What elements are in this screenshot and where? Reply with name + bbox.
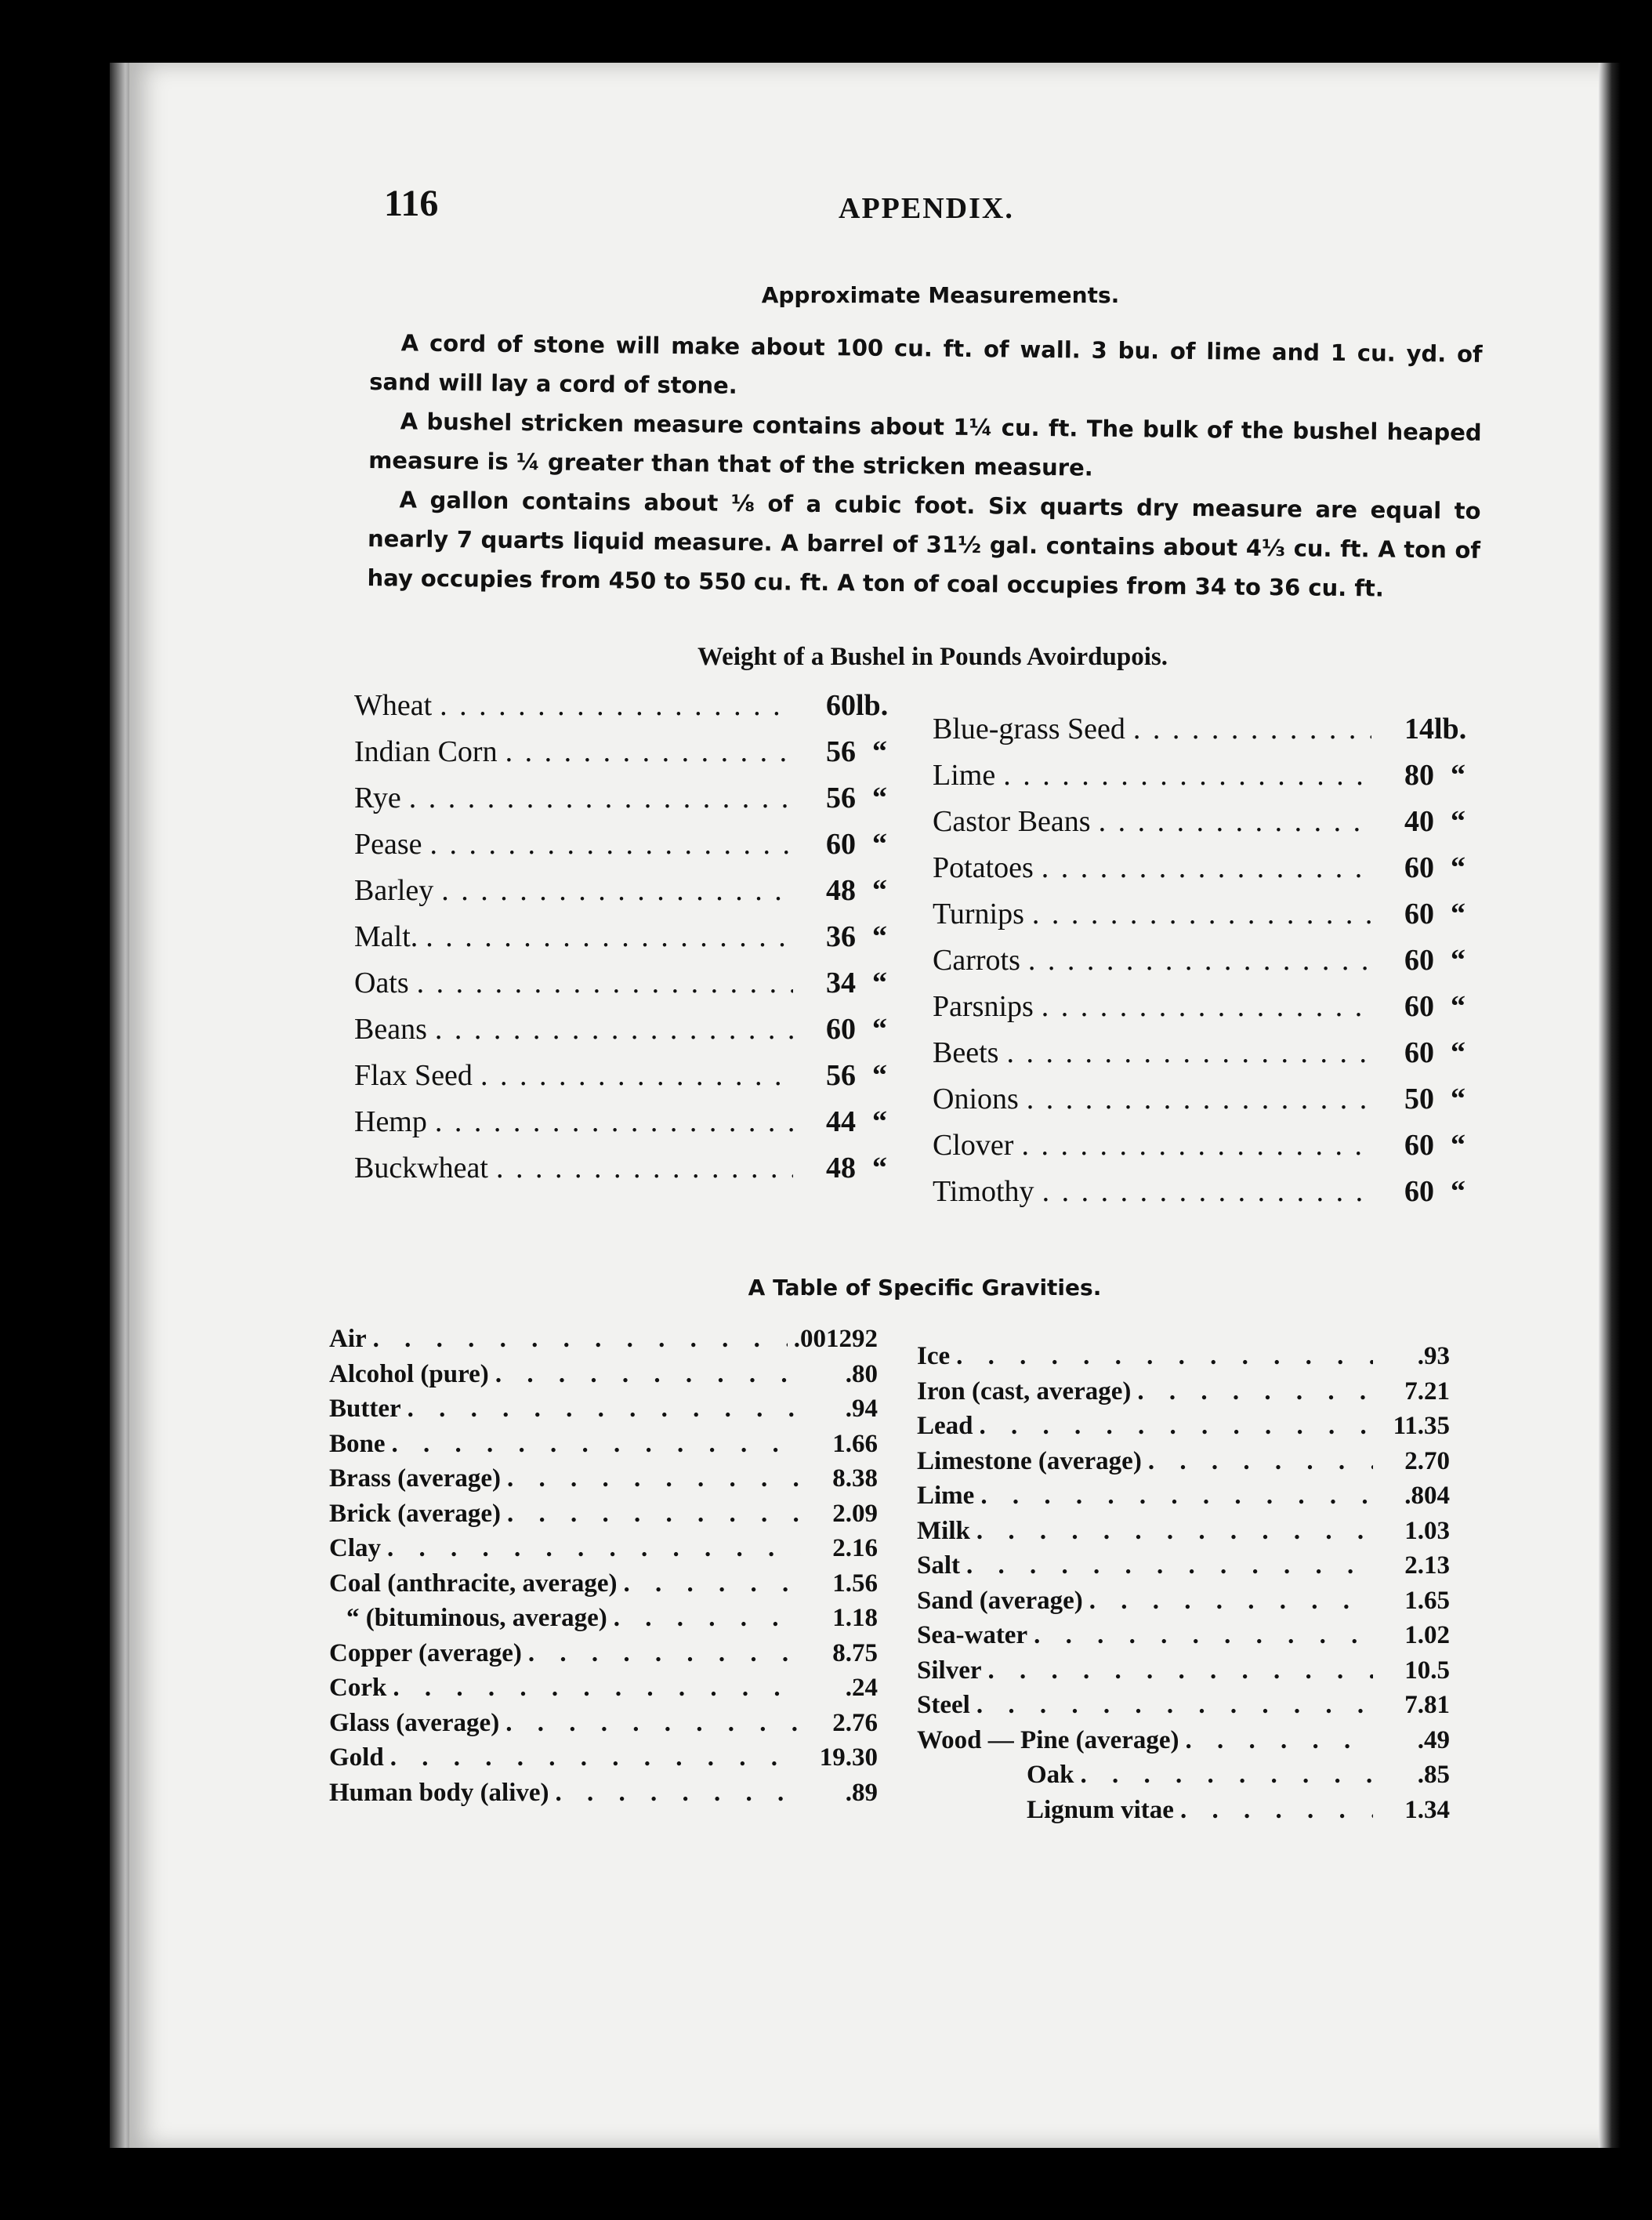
dot-leader xyxy=(623,1569,801,1598)
dot-leader xyxy=(1027,1082,1371,1116)
item-name: Butter xyxy=(329,1395,401,1423)
item-name: Sea-water xyxy=(917,1621,1028,1649)
item-name: Indian Corn xyxy=(354,735,498,768)
item-unit: “ xyxy=(1451,851,1465,884)
item-value: 60 xyxy=(1404,990,1434,1023)
item-name: Wood — Pine (average) xyxy=(917,1725,1179,1754)
item-name: Copper (average) xyxy=(329,1638,522,1667)
item-value: .85 xyxy=(1417,1761,1450,1789)
page-right-edge xyxy=(1599,63,1621,2148)
table-row xyxy=(329,1674,878,1709)
item-name: Coal (anthracite, average) xyxy=(329,1569,618,1598)
table-row xyxy=(933,1128,1465,1174)
table-row xyxy=(933,758,1465,804)
dot-leader xyxy=(393,1674,801,1703)
item-unit: “ xyxy=(1451,759,1465,792)
item-value: 11.35 xyxy=(1393,1412,1450,1440)
item-value: 10.5 xyxy=(1404,1656,1450,1685)
dot-leader xyxy=(417,966,793,1000)
item-value: 60 xyxy=(826,828,856,861)
item-value: 40 xyxy=(1404,805,1434,838)
item-value: .24 xyxy=(845,1674,878,1702)
dot-leader xyxy=(496,1151,793,1185)
table-row xyxy=(917,1796,1450,1831)
table-row xyxy=(933,989,1465,1036)
table-row xyxy=(329,1395,878,1430)
item-value: 1.02 xyxy=(1404,1621,1450,1649)
item-name: Onions xyxy=(933,1083,1019,1115)
table-row xyxy=(933,897,1465,943)
item-value: 2.13 xyxy=(1404,1551,1450,1580)
item-value: 56 xyxy=(826,782,856,814)
item-value: 80 xyxy=(1404,759,1434,792)
item-value: 1.34 xyxy=(1404,1795,1450,1824)
paragraph: A gallon contains about ⅛ of a cubic foot. Six quarts dry measure are equal to nearly 7 quarts liquid measure. A barrel of 31½ gal. contains about 4⅓ cu. ft. A ton of hay occupies from 450 to 550 cu. ft. A ton of coal occupies from 34 to 36 cu. ft. xyxy=(367,486,1481,602)
dot-leader xyxy=(1006,1036,1371,1070)
item-value: 1.56 xyxy=(832,1569,878,1598)
item-name: Malt. xyxy=(354,920,418,953)
table-row xyxy=(933,851,1465,897)
specific-gravities-title: A Table of Specific Gravities. xyxy=(748,1275,1102,1300)
table-row xyxy=(933,712,1465,758)
dot-leader xyxy=(1099,804,1371,839)
table-row xyxy=(354,1151,887,1197)
item-value: 2.09 xyxy=(832,1499,878,1528)
item-value: 48 xyxy=(826,874,856,907)
item-unit: “ xyxy=(1451,990,1465,1023)
item-value: 60 xyxy=(1404,898,1434,930)
dot-leader xyxy=(495,1360,801,1389)
item-value: 36 xyxy=(826,920,856,953)
dot-leader xyxy=(390,1743,801,1772)
item-value: 2.76 xyxy=(832,1708,878,1737)
item-name: Lime xyxy=(917,1482,975,1510)
dot-leader xyxy=(1081,1761,1373,1790)
item-unit: “ xyxy=(1451,898,1465,930)
table-row xyxy=(329,1464,878,1500)
item-value: 1.65 xyxy=(1404,1586,1450,1615)
measurements-title: Approximate Measurements. xyxy=(761,282,1120,308)
table-row xyxy=(354,688,887,735)
table-row xyxy=(354,1012,887,1058)
table-row xyxy=(917,1656,1450,1692)
item-name: Timothy xyxy=(933,1175,1034,1208)
item-name: Bone xyxy=(329,1429,386,1458)
table-row xyxy=(354,966,887,1012)
dot-leader xyxy=(1042,1174,1371,1209)
item-value: .49 xyxy=(1417,1725,1450,1754)
item-name: Lead xyxy=(917,1412,973,1440)
item-unit: “ xyxy=(872,1059,887,1092)
gravities-left-column xyxy=(329,1325,878,1813)
table-row xyxy=(917,1377,1450,1413)
dot-leader xyxy=(1180,1796,1373,1825)
item-name: Flax Seed xyxy=(354,1059,473,1092)
item-value: 60 xyxy=(1404,1036,1434,1069)
item-name: Parsnips xyxy=(933,990,1034,1023)
paragraph: A cord of stone will make about 100 cu. ft. of wall. 3 bu. of lime and 1 cu. yd. of sand will lay a cord of stone. xyxy=(369,329,1483,399)
item-name: Salt xyxy=(917,1551,961,1580)
item-value: 60 xyxy=(1404,1175,1434,1208)
item-name: Castor Beans xyxy=(933,805,1091,838)
item-value: 2.16 xyxy=(832,1534,878,1562)
item-value: 7.81 xyxy=(1404,1691,1450,1719)
item-name: Glass (average) xyxy=(329,1708,500,1737)
item-name: Rye xyxy=(354,782,401,814)
item-value: 8.38 xyxy=(832,1464,878,1493)
table-row xyxy=(329,1500,878,1535)
item-name: Steel xyxy=(917,1691,970,1719)
item-name: Blue-grass Seed xyxy=(933,713,1125,745)
item-unit: lb. xyxy=(856,689,889,722)
running-head: APPENDIX. xyxy=(839,192,1014,225)
item-unit: “ xyxy=(1451,1175,1465,1208)
table-row xyxy=(329,1325,878,1360)
table-row xyxy=(917,1482,1450,1517)
dot-leader xyxy=(1003,758,1371,793)
item-name: Potatoes xyxy=(933,851,1034,884)
bushel-weights-left-column xyxy=(354,688,887,1197)
dot-leader xyxy=(1137,1377,1373,1406)
table-row xyxy=(354,781,887,827)
dot-leader xyxy=(441,873,793,908)
table-row xyxy=(933,1174,1465,1221)
item-value: 7.21 xyxy=(1404,1377,1450,1406)
dot-leader xyxy=(430,827,793,862)
dot-leader xyxy=(1133,712,1371,746)
item-unit: “ xyxy=(1451,1129,1465,1162)
page-number: 116 xyxy=(384,183,439,224)
table-row xyxy=(329,1430,878,1465)
item-unit: “ xyxy=(872,735,887,768)
dot-leader xyxy=(976,1517,1373,1546)
dot-leader xyxy=(1032,897,1371,931)
item-name: Air xyxy=(329,1325,367,1353)
table-row xyxy=(917,1551,1450,1587)
item-unit: “ xyxy=(872,920,887,953)
item-name: Silver xyxy=(917,1656,982,1685)
table-row xyxy=(917,1761,1450,1796)
item-value: .93 xyxy=(1417,1342,1450,1370)
item-name: Gold xyxy=(329,1743,384,1772)
dot-leader xyxy=(1028,943,1371,978)
table-row xyxy=(329,1360,878,1395)
item-value: 60 xyxy=(826,1013,856,1046)
item-unit: “ xyxy=(872,874,887,907)
table-row xyxy=(917,1342,1450,1377)
item-value: 1.18 xyxy=(832,1604,878,1632)
item-value: 60 xyxy=(1404,851,1434,884)
item-name: Oak xyxy=(1027,1761,1074,1789)
dot-leader xyxy=(614,1604,801,1633)
dot-leader xyxy=(556,1779,801,1808)
table-row xyxy=(354,920,887,966)
table-row xyxy=(354,827,887,873)
dot-leader xyxy=(980,1482,1373,1511)
item-unit: “ xyxy=(872,1105,887,1138)
dot-leader xyxy=(373,1325,788,1354)
dot-leader xyxy=(1186,1726,1373,1755)
item-unit: “ xyxy=(872,1013,887,1046)
item-unit: “ xyxy=(872,967,887,999)
item-value: 34 xyxy=(826,967,856,999)
dot-leader xyxy=(528,1639,801,1668)
dot-leader xyxy=(507,1464,801,1493)
item-name: Clover xyxy=(933,1129,1014,1162)
item-value: 19.30 xyxy=(819,1743,878,1772)
item-value: .804 xyxy=(1404,1482,1450,1510)
table-row xyxy=(917,1412,1450,1447)
item-name: Beets xyxy=(933,1036,999,1069)
dot-leader xyxy=(440,688,793,723)
dot-leader xyxy=(426,920,793,954)
dot-leader xyxy=(976,1691,1373,1720)
item-value: 50 xyxy=(1404,1083,1434,1115)
dot-leader xyxy=(956,1342,1373,1371)
item-name: Human body (alive) xyxy=(329,1778,549,1807)
dot-leader xyxy=(1042,989,1371,1024)
bushel-weights-right-column xyxy=(933,712,1465,1221)
dot-leader xyxy=(435,1012,793,1047)
item-name: Sand (average) xyxy=(917,1586,1083,1615)
item-name: Ice xyxy=(917,1342,951,1370)
item-value: 56 xyxy=(826,735,856,768)
dot-leader xyxy=(987,1656,1373,1685)
table-row xyxy=(933,1082,1465,1128)
table-row xyxy=(354,873,887,920)
item-value: 14 xyxy=(1404,713,1434,745)
table-row xyxy=(933,943,1465,989)
table-row xyxy=(917,1517,1450,1552)
dot-leader xyxy=(1034,1621,1373,1650)
item-unit: “ xyxy=(1451,944,1465,977)
table-row xyxy=(329,1639,878,1674)
dot-leader xyxy=(408,1395,801,1424)
paragraph: A bushel stricken measure contains about 1¼ cu. ft. The bulk of the bushel heaped measure is ¼ greater than that of the stricken measure. xyxy=(368,408,1482,481)
item-name: Limestone (average) xyxy=(917,1446,1142,1475)
table-row xyxy=(329,1709,878,1744)
dot-leader xyxy=(1042,851,1371,885)
item-name: Clay xyxy=(329,1534,381,1562)
item-name: Pease xyxy=(354,828,422,861)
dot-leader xyxy=(1148,1447,1373,1476)
item-name: Barley xyxy=(354,874,434,907)
item-name: Cork xyxy=(329,1674,387,1702)
item-value: .001292 xyxy=(793,1325,878,1353)
table-row xyxy=(354,735,887,781)
gravities-right-column xyxy=(917,1342,1450,1830)
item-value: 60 xyxy=(1404,944,1434,977)
item-value: 60 xyxy=(826,689,856,722)
table-row xyxy=(329,1743,878,1779)
table-row xyxy=(917,1621,1450,1656)
item-value: .94 xyxy=(845,1395,878,1423)
item-unit: lb. xyxy=(1434,713,1467,745)
dot-leader xyxy=(966,1551,1373,1580)
item-value: 1.66 xyxy=(832,1429,878,1458)
table-row xyxy=(329,1779,878,1814)
item-value: 1.03 xyxy=(1404,1516,1450,1545)
dot-leader xyxy=(1089,1587,1373,1616)
item-value: 48 xyxy=(826,1152,856,1184)
dot-leader xyxy=(409,781,793,815)
table-row xyxy=(329,1534,878,1569)
item-name: Brass (average) xyxy=(329,1464,502,1493)
item-unit: “ xyxy=(872,1152,887,1184)
item-value: 60 xyxy=(1404,1129,1434,1162)
item-name: Carrots xyxy=(933,944,1020,977)
item-name: Brick (average) xyxy=(329,1499,501,1528)
table-row xyxy=(329,1569,878,1605)
item-name: Wheat xyxy=(354,689,433,722)
table-row xyxy=(354,1058,887,1105)
item-unit: “ xyxy=(872,828,887,861)
item-value: .80 xyxy=(845,1359,878,1388)
item-value: .89 xyxy=(845,1778,878,1807)
item-name: Lime xyxy=(933,759,996,792)
table-row xyxy=(933,804,1465,851)
dot-leader xyxy=(435,1105,793,1139)
item-value: 56 xyxy=(826,1059,856,1092)
item-name: Turnips xyxy=(933,898,1024,930)
item-name: Beans xyxy=(354,1013,427,1046)
dot-leader xyxy=(505,735,793,769)
table-row xyxy=(917,1726,1450,1761)
item-unit: “ xyxy=(1451,805,1465,838)
bushel-weights-title: Weight of a Bushel in Pounds Avoirdupois. xyxy=(697,643,1168,671)
table-row xyxy=(354,1105,887,1151)
dot-leader xyxy=(980,1412,1373,1441)
table-row xyxy=(917,1447,1450,1482)
dot-leader xyxy=(392,1430,801,1459)
dot-leader xyxy=(1021,1128,1371,1163)
table-row xyxy=(917,1691,1450,1726)
item-unit: “ xyxy=(1451,1036,1465,1069)
item-name: Lignum vitae xyxy=(1027,1795,1174,1824)
item-name: Hemp xyxy=(354,1105,427,1138)
item-value: 44 xyxy=(826,1105,856,1138)
dot-leader xyxy=(507,1500,801,1529)
page-header xyxy=(384,182,1450,229)
item-name: Milk xyxy=(917,1516,970,1545)
item-name: Alcohol (pure) xyxy=(329,1359,489,1388)
item-value: 2.70 xyxy=(1404,1446,1450,1475)
dot-leader xyxy=(387,1534,801,1563)
item-unit: “ xyxy=(1451,1083,1465,1115)
measurements-paragraphs xyxy=(367,323,1483,609)
item-name: “ (bituminous, average) xyxy=(346,1604,607,1632)
table-row xyxy=(933,1036,1465,1082)
item-value: 8.75 xyxy=(832,1638,878,1667)
item-name: Iron (cast, average) xyxy=(917,1377,1132,1406)
item-unit: “ xyxy=(872,782,887,814)
table-row xyxy=(329,1604,878,1639)
item-name: Oats xyxy=(354,967,409,999)
item-name: Buckwheat xyxy=(354,1152,488,1184)
table-row xyxy=(917,1587,1450,1622)
dot-leader xyxy=(480,1058,793,1093)
dot-leader xyxy=(505,1709,801,1738)
